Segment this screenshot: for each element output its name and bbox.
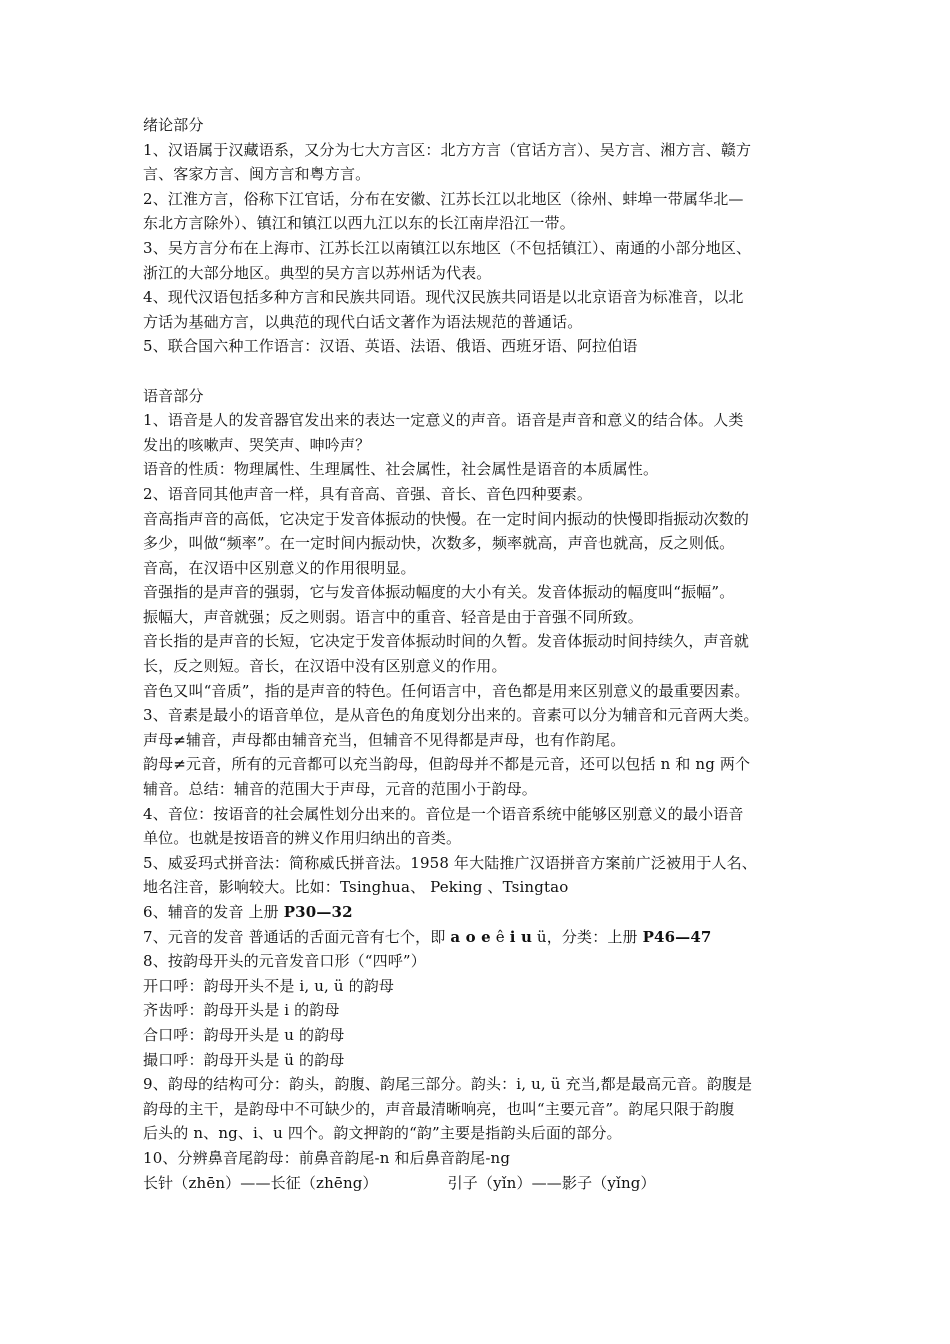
paragraph-line: 4、音位：按语音的社会属性划分出来的。音位是一个语音系统中能够区别意义的最小语音 bbox=[143, 804, 744, 823]
vowel-line bbox=[143, 925, 813, 950]
vowels-iu: i u bbox=[509, 927, 533, 946]
word-pair-right: 引子（yǐn）——影子（yǐng） bbox=[447, 1173, 656, 1192]
paragraph-line: 音高指声音的高低，它决定于发音体振动的快慢。在一定时间内振动的快慢即指振动次数的 bbox=[143, 509, 750, 528]
paragraph-line: 韵母的主干，是韵母中不可缺少的，声音最清晰响亮，也叫“主要元音”。韵尾只限于韵腹 bbox=[143, 1099, 735, 1118]
phonetics-heading: 语音部分 bbox=[143, 386, 204, 405]
paragraph-line: 言、客家方言、闽方言和粤方言。 bbox=[143, 165, 371, 184]
paragraph-line: 音色又叫“音质”，指的是声音的特色。任何语言中，音色都是用来区别意义的最重要因素。 bbox=[143, 681, 750, 700]
paragraph-line: 后头的 n、ng、i、u 四个。韵文押韵的“韵”主要是指韵头后面的部分。 bbox=[143, 1124, 622, 1143]
vowel-e-circumflex: ê bbox=[490, 927, 510, 946]
vowel-u-umlaut-text: ü，分类：上册 bbox=[532, 927, 643, 946]
page-ref-vowels: P46—47 bbox=[642, 927, 712, 946]
paragraph-line: 多少，叫做“频率”。在一定时间内振动快，次数多，频率就高，声音也就高，反之则低。 bbox=[143, 534, 735, 553]
paragraph-line: 音强指的是声音的强弱，它与发音体振动幅度的大小有关。发音体振动的幅度叫“振幅”。 bbox=[143, 583, 735, 602]
word-pair-left: 长针（zhēn）——长征（zhēng） bbox=[143, 1173, 378, 1192]
paragraph-line: 5、联合国六种工作语言：汉语、英语、法语、俄语、西班牙语、阿拉伯语 bbox=[143, 337, 638, 356]
paragraph-line: 单位。也就是按语音的辨义作用归纳出的音类。 bbox=[143, 829, 462, 848]
paragraph-line: 5、威妥玛式拼音法：简称威氏拼音法。1958 年大陆推广汉语拼音方案前广泛被用于人名、 bbox=[143, 853, 757, 872]
intro-heading: 绪论部分 bbox=[143, 116, 204, 134]
section-spacer bbox=[143, 359, 813, 384]
paragraph-line: 方话为基础方言，以典范的现代白话文著作为语法规范的普通话。 bbox=[143, 312, 583, 331]
paragraph-line: 4、现代汉语包括多种方言和民族共同语。现代汉民族共同语是以北京语音为标准音，以北 bbox=[143, 288, 744, 307]
paragraph-line: 韵母≠元音，所有的元音都可以充当韵母，但韵母并不都是元音，还可以包括 n 和 ng 两个 bbox=[143, 755, 751, 774]
paragraph-line: 音长指的是声音的长短，它决定于发音体振动时间的久暂。发音体振动时间持续久，声音就 bbox=[143, 632, 750, 651]
paragraph-line: 开口呼：韵母开头不是 i, u, ü 的韵母 bbox=[143, 976, 395, 995]
paragraph-line: 3、吴方言分布在上海市、江苏长江以南镇江以东地区（不包括镇江）、南通的小部分地区、 bbox=[143, 238, 752, 257]
vowels-aoe: a o e bbox=[450, 927, 491, 946]
paragraph-line: 发出的咳嗽声、哭笑声、呻吟声？ bbox=[143, 435, 371, 454]
paragraph-line: 1、汉语属于汉藏语系，又分为七大方言区：北方方言（官话方言）、吴方言、湘方言、赣方 bbox=[143, 140, 752, 159]
paragraph-line: 振幅大，声音就强；反之则弱。语言中的重音、轻音是由于音强不同所致。 bbox=[143, 607, 643, 626]
vowel-text: 7、元音的发音 普通话的舌面元音有七个，即 bbox=[143, 927, 451, 946]
paragraph-line: 2、江淮方言，俗称下江官话，分布在安徽、江苏长江以北地区（徐州、蚌埠一带属华北— bbox=[143, 189, 744, 208]
paragraph-line: 2、语音同其他声音一样，具有音高、音强、音长、音色四种要素。 bbox=[143, 484, 593, 503]
paragraph-line: 3、音素是最小的语音单位，是从音色的角度划分出来的。音素可以分为辅音和元音两大类。 bbox=[143, 706, 759, 725]
paragraph-line: 语音的性质：物理属性、生理属性、社会属性，社会属性是语音的本质属性。 bbox=[143, 460, 659, 479]
paragraph-line: 9、韵母的结构可分：韵头，韵腹、韵尾三部分。韵头：i, u, ü 充当,都是最高元音。韵腹是 bbox=[143, 1075, 753, 1094]
paragraph-line: 1、语音是人的发音器官发出来的表达一定意义的声音。语音是声音和意义的结合体。人类 bbox=[143, 411, 744, 430]
paragraph-line: 地名注音，影响较大。比如：Tsinghua、 Peking 、Tsingtao bbox=[143, 878, 569, 897]
document-page bbox=[143, 113, 813, 1195]
paragraph-line: 浙江的大部分地区。典型的吴方言以苏州话为代表。 bbox=[143, 263, 492, 282]
consonant-line bbox=[143, 900, 813, 925]
paragraph-line: 撮口呼：韵母开头是 ü 的韵母 bbox=[143, 1050, 345, 1069]
paragraph-line: 东北方言除外）、镇江和镇江以西九江以东的长江南岸沿江一带。 bbox=[143, 214, 575, 233]
paragraph-line: 齐齿呼：韵母开头是 i 的韵母 bbox=[143, 1001, 340, 1020]
paragraph-line: 音高，在汉语中区别意义的作用很明显。 bbox=[143, 558, 416, 577]
paragraph-line: 合口呼：韵母开头是 u 的韵母 bbox=[143, 1025, 345, 1044]
paragraph-line: 10、分辨鼻音尾韵母：前鼻音韵尾-n 和后鼻音韵尾-ng bbox=[143, 1148, 511, 1167]
consonant-text: 6、辅音的发音 上册 bbox=[143, 903, 284, 921]
page-ref-consonants: P30—32 bbox=[283, 903, 353, 921]
word-pairs-line bbox=[143, 1171, 813, 1196]
paragraph-line: 8、按韵母开头的元音发音口形（“四呼”） bbox=[143, 952, 426, 971]
paragraph-line: 辅音。总结：辅音的范围大于声母，元音的范围小于韵母。 bbox=[143, 780, 537, 799]
paragraph-line: 长，反之则短。音长，在汉语中没有区别意义的作用。 bbox=[143, 657, 507, 676]
paragraph-line: 声母≠辅音，声母都由辅音充当，但辅音不见得都是声母，也有作韵尾。 bbox=[143, 730, 626, 749]
